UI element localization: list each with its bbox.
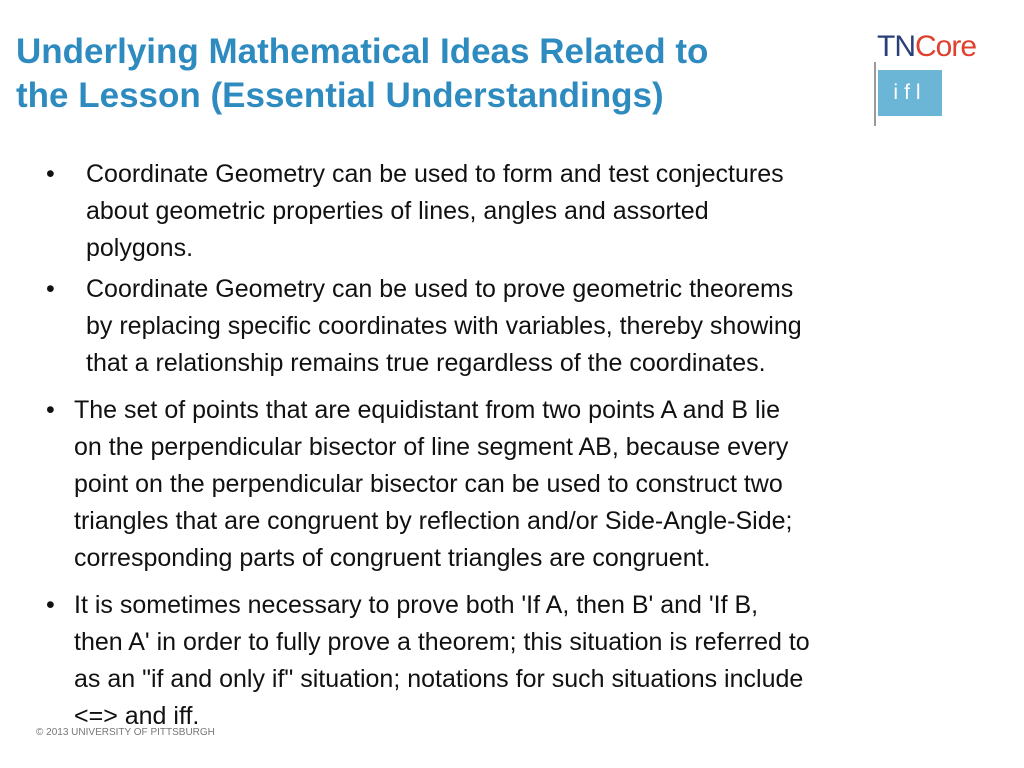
bullet-line: corresponding parts of congruent triangles are congruent. <box>74 544 711 572</box>
bullet-text <box>86 271 986 382</box>
bullet-marker: • <box>46 275 55 303</box>
bullet-line: point on the perpendicular bisector can be used to construct two <box>74 470 783 498</box>
tncore-ifl-logo <box>872 28 1012 128</box>
logo-divider <box>874 62 876 126</box>
bullet-line: by replacing specific coordinates with variables, thereby showing <box>86 312 802 340</box>
copyright-footer: © 2013 UNIVERSITY OF PITTSBURGH <box>36 727 215 738</box>
bullet-line: Coordinate Geometry can be used to prove geometric theorems <box>86 275 794 303</box>
tncore-wordmark <box>877 28 976 66</box>
bullet-line: <=> and iff. <box>74 702 200 730</box>
bullet-marker: • <box>46 591 55 619</box>
bullet-line: It is sometimes necessary to prove both 'If A, then B' and 'If B, <box>74 591 759 619</box>
bullet-marker: • <box>46 396 55 424</box>
bullet-line: on the perpendicular bisector of line segment AB, because every <box>74 433 789 461</box>
ifl-badge: ifl <box>878 70 942 116</box>
bullet-line: as an "if and only if" situation; notations for such situations include <box>74 665 804 693</box>
bullet-line: triangles that are congruent by reflection and/or Side-Angle-Side; <box>74 507 793 535</box>
bullet-line: about geometric properties of lines, angles and assorted <box>86 197 709 225</box>
slide-title-line-2: the Lesson (Essential Understandings) <box>16 76 664 115</box>
bullet-text <box>86 156 986 267</box>
logo-tn-text: TN <box>877 30 915 63</box>
bullet-line: Coordinate Geometry can be used to form and test conjectures <box>86 160 784 188</box>
bullet-line: The set of points that are equidistant from two points A and B lie <box>74 396 780 424</box>
logo-core-text: Core <box>915 30 977 63</box>
bullet-text <box>74 392 994 577</box>
bullet-text <box>74 587 994 735</box>
slide-title <box>16 30 866 118</box>
bullet-item <box>46 271 986 382</box>
bullet-item <box>46 156 986 267</box>
bullet-line: then A' in order to fully prove a theorem; this situation is referred to <box>74 628 810 656</box>
bullet-line: that a relationship remains true regardless of the coordinates. <box>86 349 766 377</box>
bullet-marker: • <box>46 160 55 188</box>
bullet-line: polygons. <box>86 234 194 262</box>
bullet-item <box>46 392 994 577</box>
slide-title-line-1: Underlying Mathematical Ideas Related to <box>16 32 709 71</box>
bullet-item <box>46 587 994 735</box>
